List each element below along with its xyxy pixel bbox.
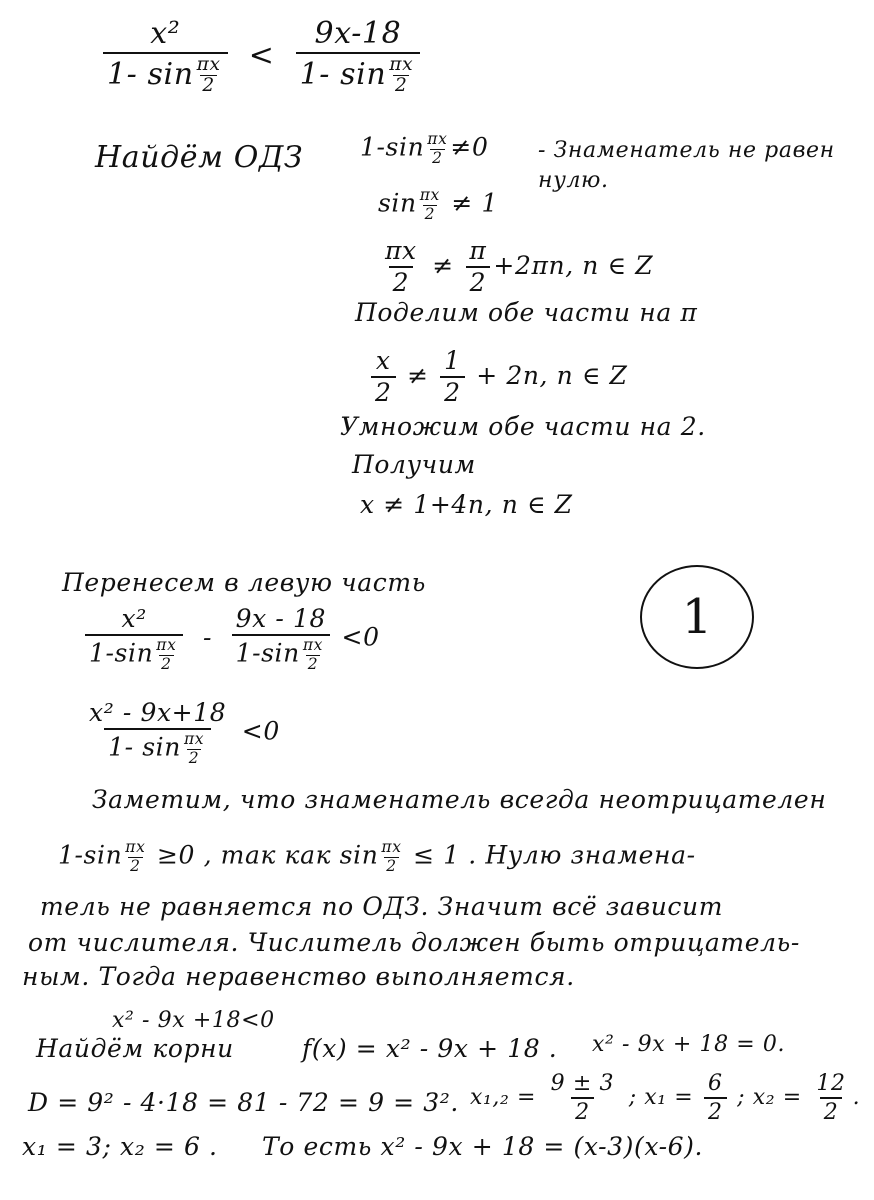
- note-line-4: от числителя. Числитель должен быть отрицатель-: [28, 928, 800, 957]
- quadratic-inequality: x² - 9x +18<0: [112, 1008, 275, 1033]
- odz-note: - Знаменатель не равен нулю.: [538, 138, 835, 193]
- odz-result: x ≠ 1+4n, n ∈ Z: [360, 490, 573, 519]
- note-line-3: тель не равняется по ОДЗ. Значит всё зависит: [40, 892, 724, 921]
- root-values: x₁ = 3; x₂ = 6 .: [22, 1132, 218, 1161]
- odz-line-1: 1-sin $\frac{\pi x}{2}$ ≠0: [360, 130, 489, 167]
- odz-line-2: sin $\frac{\pi x}{2}$ ≠ 1: [378, 186, 499, 223]
- note-line-1: Заметим, что знаменатель всегда неотрицателен: [92, 785, 827, 814]
- odz-heading: Найдём ОДЗ: [95, 140, 304, 175]
- transfer-expression: x² 1-sin $\frac{\pi x}{2}$ - 9x - 18 1-sin $\frac{\pi x}{2}$ <0: [82, 606, 380, 672]
- roots-formula: x₁,₂ = $\frac{9 \pm 3}{2}$ ; x₁ = $\frac{6}{2}$ ; x₂ = $\frac{12}{2}$ .: [470, 1071, 861, 1126]
- rhs-numerator: 9x-18: [314, 16, 402, 51]
- function-definition: f(x) = x² - 9x + 18 .: [302, 1034, 558, 1063]
- odz-line-3: $\frac{\pi x}{2}$ ≠ $\frac{\pi}{2}$ +2πn, n ∈ Z: [385, 236, 654, 298]
- discriminant: D = 9² - 4·18 = 81 - 72 = 9 = 3².: [28, 1088, 459, 1117]
- circled-number: 1: [640, 565, 754, 669]
- odz-multiply-text: Умножим обе части на 2.: [340, 412, 706, 441]
- lhs-denominator: 1- sin $\frac{\pi x}{2}$: [103, 52, 228, 96]
- odz-divide-text: Поделим обе части на π: [355, 298, 698, 327]
- problem-inequality: [100, 18, 423, 96]
- note-line-5: ным. Тогда неравенство выполняется.: [22, 962, 575, 991]
- quadratic-equation: x² - 9x + 18 = 0.: [592, 1032, 786, 1057]
- lhs-fraction: [103, 18, 228, 96]
- less-than-sign: <: [248, 37, 275, 73]
- transfer-heading: Перенесем в левую часть: [62, 568, 426, 597]
- rhs-denominator: 1- sin $\frac{\pi x}{2}$: [296, 52, 421, 96]
- lhs-numerator: x²: [150, 16, 181, 51]
- note-line-2: 1-sin $\frac{\pi x}{2}$ ≥0 , так как sin $\frac{\pi x}{2}$ ≤ 1 . Нулю знамена-: [58, 838, 696, 875]
- roots-heading: Найдём корни: [36, 1034, 234, 1063]
- combined-fraction: x² - 9x+18 1- sin $\frac{\pi x}{2}$ <0: [89, 698, 280, 767]
- factorization: То есть x² - 9x + 18 = (x-3)(x-6).: [262, 1132, 704, 1161]
- odz-get-text: Получим: [352, 450, 476, 479]
- rhs-fraction: [296, 18, 421, 96]
- odz-line-4: $\frac{x}{2}$ ≠ $\frac{1}{2}$ + 2n, n ∈ Z: [368, 348, 628, 407]
